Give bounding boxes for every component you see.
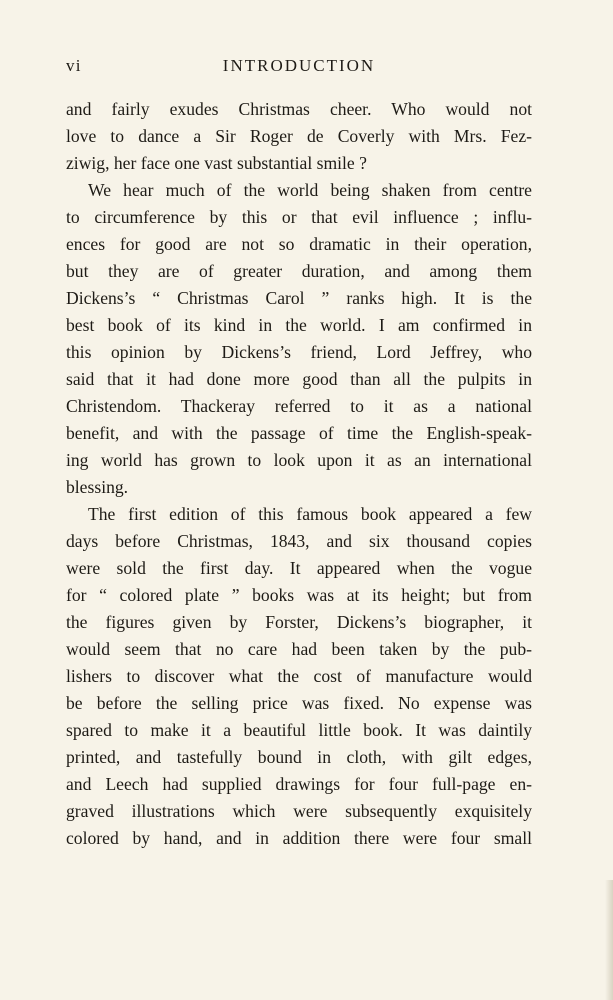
text-line: graved illustrations which were subsequently exquisitely bbox=[66, 801, 532, 821]
text-line: be before the selling price was fixed. No expense was bbox=[66, 693, 532, 713]
text-line: best book of its kind in the world. I am confirmed in bbox=[66, 315, 532, 335]
running-head-title: INTRODUCTION bbox=[222, 56, 376, 75]
text-line: Dickens’s “ Christmas Carol ” ranks high. It is the bbox=[66, 288, 532, 308]
text-line: the figures given by Forster, Dickens’s biographer, it bbox=[66, 612, 532, 632]
text-line: said that it had done more good than all the pulpits in bbox=[66, 369, 532, 389]
text-line: were sold the first day. It appeared when the vogue bbox=[66, 558, 532, 578]
text-line: We hear much of the world being shaken from centre bbox=[88, 180, 532, 200]
page-header bbox=[66, 56, 532, 80]
text-line: printed, and tastefully bound in cloth, with gilt edges, bbox=[66, 747, 532, 767]
text-line: ziwig, her face one vast substantial smile ? bbox=[66, 153, 367, 173]
text-line: for “ colored plate ” books was at its height; but from bbox=[66, 585, 532, 605]
text-line: and fairly exudes Christmas cheer. Who would not bbox=[66, 99, 532, 119]
page-number: vi bbox=[66, 56, 82, 75]
text-line: colored by hand, and in addition there were four small bbox=[66, 828, 532, 848]
text-line: love to dance a Sir Roger de Coverly with Mrs. Fez- bbox=[66, 126, 532, 146]
text-line: spared to make it a beautiful little book. It was daintily bbox=[66, 720, 532, 740]
text-line: to circumference by this or that evil influence ; influ- bbox=[66, 207, 532, 227]
body-text bbox=[66, 96, 532, 852]
text-line: days before Christmas, 1843, and six thousand copies bbox=[66, 531, 532, 551]
text-line: Christendom. Thackeray referred to it as a national bbox=[66, 396, 532, 416]
text-line: would seem that no care had been taken by the pub- bbox=[66, 639, 532, 659]
page-edge-shadow bbox=[605, 880, 613, 1000]
text-line: ing world has grown to look upon it as an international bbox=[66, 450, 532, 470]
text-line: blessing. bbox=[66, 477, 129, 497]
text-line: this opinion by Dickens’s friend, Lord Jeffrey, who bbox=[66, 342, 532, 362]
text-line: The first edition of this famous book appeared a few bbox=[88, 504, 532, 524]
text-line: but they are of greater duration, and among them bbox=[66, 261, 532, 281]
text-line: ences for good are not so dramatic in their operation, bbox=[66, 234, 532, 254]
text-line: and Leech had supplied drawings for four full-page en- bbox=[66, 774, 532, 794]
text-line: benefit, and with the passage of time the English-speak- bbox=[66, 423, 532, 443]
text-line: lishers to discover what the cost of manufacture would bbox=[66, 666, 532, 686]
